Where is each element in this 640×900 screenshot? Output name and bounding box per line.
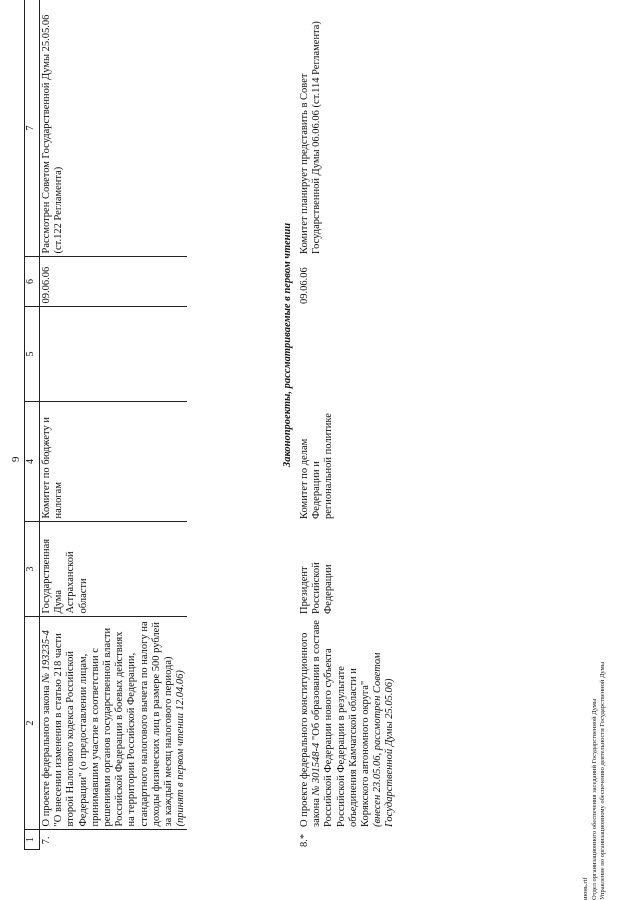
bill-note: (принят в первом чтении 12.04.06) <box>175 670 187 827</box>
bill-title-prefix: О проекте федерального закона <box>41 682 52 827</box>
table-body <box>40 0 187 850</box>
bill-title-prefix: О проекте федерального конституционного закона <box>299 632 323 827</box>
date: 09.06.06 <box>299 267 310 304</box>
committee: Комитет по делам Федерации и региональной политике <box>299 413 335 519</box>
row-number: 8.* <box>299 833 310 847</box>
header-col-6: 6 <box>25 257 40 307</box>
page-number: 9 <box>10 456 22 462</box>
date: 09.06.06 <box>40 257 187 307</box>
footer-line-1: Отдел организационного обеспечения заседаний Государственной Думы <box>590 698 598 900</box>
table-header <box>24 0 40 850</box>
initiator: Государственная Дума Астраханской области <box>40 522 187 617</box>
status: Рассмотрен Советом Государственной Думы 25.05.06 (ст.122 Регламента) <box>40 0 187 257</box>
footer-line-2: Управление по организационному обеспечению деятельности Государственной Думы <box>599 661 606 900</box>
table-body-first-reading <box>298 0 397 850</box>
bill-title-body: "Об образовании в составе Российской Федерации нового субъекта Российской Федерации в результате объединения Камчатской области и Корякского автономного округа" <box>311 620 372 827</box>
header-col-2: 2 <box>25 617 40 830</box>
footer <box>582 662 608 900</box>
committee: Комитет по бюджету и налогам <box>40 402 187 522</box>
bill-number: № 193235-4 <box>41 630 52 683</box>
table-row <box>298 0 397 850</box>
header-col-4: 4 <box>25 402 40 522</box>
col5-cell <box>40 307 187 402</box>
footer-file: июнь.rtf <box>582 877 589 900</box>
header-col-5: 5 <box>25 307 40 402</box>
bill-note: (внесен 23.05.06, рассмотрен Советом Государственной Думы 25.05.06) <box>372 652 396 827</box>
section-heading: Законопроекты, рассматриваемые в первом чтении <box>282 222 293 468</box>
header-col-1: 1 <box>25 830 40 850</box>
header-col-7: 7 <box>25 0 40 257</box>
bill-number: № 301548-4 <box>311 742 323 796</box>
status: Комитет планирует представить в Совет Государственной Думы 06.06.06 (ст.114 Регламента) <box>299 21 323 254</box>
row-number: 7. <box>40 830 187 850</box>
bill-title <box>40 617 187 830</box>
col5-cell <box>298 307 397 402</box>
bill-title <box>298 617 397 830</box>
initiator: Президент Российской Федерации <box>299 562 335 614</box>
bill-title-body: "О внесении изменения в статью 218 части второй Налогового кодекса Российской Федерации" (о предоставлении лицам, принимавшим участие в соответствии с решениями органов государственной власти Российской Федерации в боевых действиях на территории Российской Федерации, стандартного налогового вычета по налогу на доходы физических лиц в размере 500 рублей за каждый месяц налогового периода) <box>53 621 175 827</box>
header-col-3: 3 <box>25 522 40 617</box>
table-row <box>40 0 187 850</box>
